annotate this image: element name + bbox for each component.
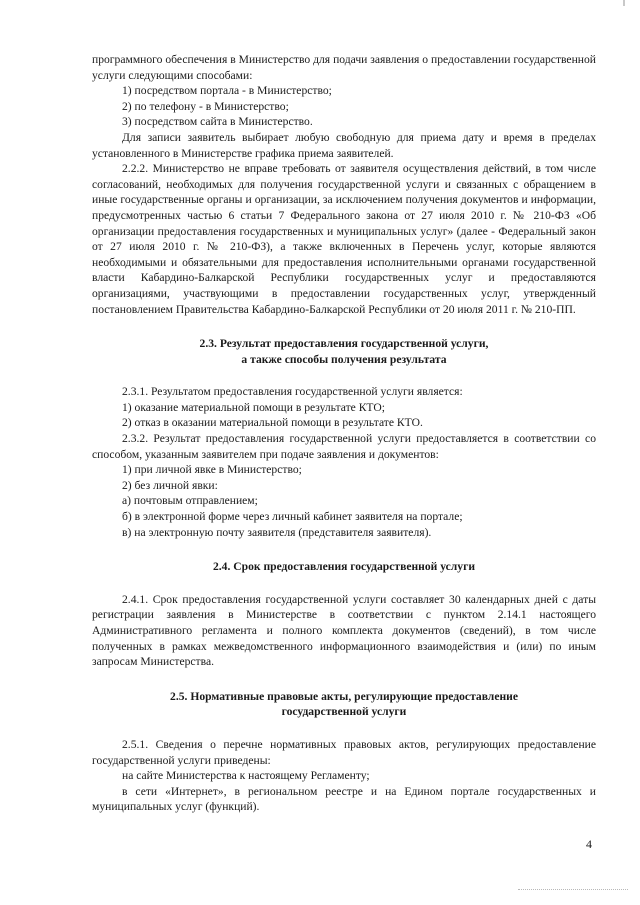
heading-line: 2.5. Нормативные правовые акты, регулирующие предоставление	[170, 689, 518, 703]
list-item: 2) отказ в оказании материальной помощи в результате КТО.	[122, 416, 423, 430]
list-item: 2) без личной явки:	[122, 478, 218, 492]
section-heading-2-5	[92, 689, 596, 720]
paragraph-2-3-2: 2.3.2. Результат предоставления государственной услуги предоставляется в соответствии со способом, указанным заявителем при подаче заявления и документов:	[92, 432, 596, 461]
paragraph-2-5-1: 2.5.1. Сведения о перечне нормативных правовых актов, регулирующих предоставление государственной услуги приведены:	[92, 737, 596, 767]
document-body	[92, 52, 596, 815]
list-item: в) на электронную почту заявителя (представителя заявителя).	[122, 525, 432, 539]
list-item: 2) по телефону - в Министерство;	[122, 99, 289, 113]
heading-line: 2.4. Срок предоставления государственной услуги	[212, 560, 476, 574]
list-item: в сети «Интернет», в региональном реестре и на Едином портале государственных и муниципальных услуг (функций).	[92, 784, 596, 814]
section-heading-2-3	[92, 336, 596, 367]
paragraph-2-4-1: 2.4.1. Срок предоставления государственной услуги составляет 30 календарных дней с даты регистрации заявления в Министерстве в соответствии с пунктом 2.14.1 настоящего Административного регламента и полного комплекта документов (сведений), в том числе полученных в рамках межведомственного информационного взаимодействия и (или) по иным запросам Министерства.	[92, 592, 596, 669]
list-item: а) почтовым отправлением;	[122, 494, 258, 508]
heading-line: а также способы получения результата	[241, 352, 447, 366]
intro-paragraph: программного обеспечения в Министерство для подачи заявления о предоставлении государственной услуги следующими способами:	[92, 53, 596, 82]
list-item: 1) при личной явке в Министерство;	[122, 463, 302, 477]
paragraph: Для записи заявитель выбирает любую свободную для приема дату и время в пределах установленного в Министерстве графика приема заявителей.	[92, 130, 596, 160]
heading-line: 2.3. Результат предоставления государственной услуги,	[199, 337, 489, 351]
list-item: 3) посредством сайта в Министерство.	[122, 115, 313, 129]
section-heading-2-4	[92, 559, 596, 575]
list-item: 1) оказание материальной помощи в результате КТО;	[122, 400, 385, 414]
paragraph-2-3-1: 2.3.1. Результатом предоставления государственной услуги является:	[122, 385, 463, 399]
list-item: б) в электронной форме через личный кабинет заявителя на портале;	[122, 510, 463, 524]
paragraph-2-2-2: 2.2.2. Министерство не вправе требовать от заявителя осуществления действий, в том числе согласований, необходимых для получения государственной услуги и связанных с обращением в иные государственные органы и организации, за исключением получения документов и информации, предусмотренных частью 6 статьи 7 Федерального закона от 27 июля 2010 г. № 210-ФЗ «Об организации предоставления государственных и муниципальных услуг» (далее - Федеральный закон от 27 июля 2010 г. № 210-ФЗ), а также включенных в Перечень услуг, которые являются необходимыми и обязательными для предоставления исполнительными органами государственной власти Кабардино-Балкарской Республики государственных услуг и предоставляются организациями, участвующими в предоставлении государственных услуг, утвержденный постановлением Правительства Кабардино-Балкарской Республики от 20 июля 2011 г. № 210-ПП.	[92, 162, 596, 316]
list-item: на сайте Министерства к настоящему Регламенту;	[122, 769, 370, 783]
heading-line: государственной услуги	[281, 705, 407, 719]
list-item: 1) посредством портала - в Министерство;	[122, 84, 332, 98]
page-number: 4	[586, 837, 592, 851]
scan-artifact	[623, 0, 625, 6]
scan-artifact	[518, 889, 628, 891]
